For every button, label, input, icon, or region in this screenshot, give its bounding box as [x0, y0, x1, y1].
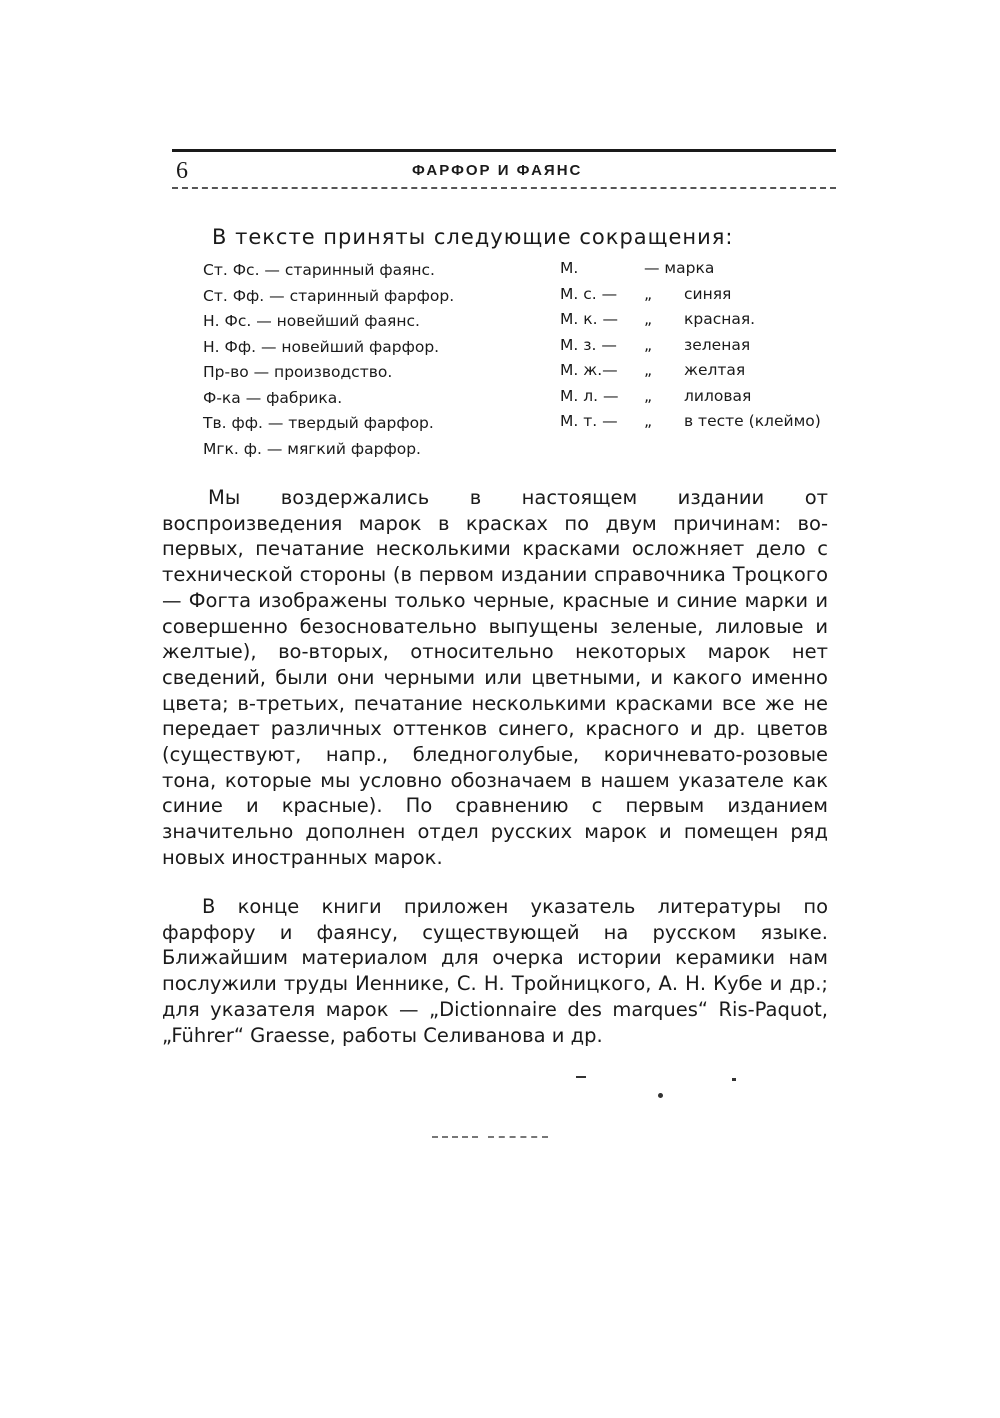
mark-abbreviation-item [560, 256, 821, 282]
abbreviations-left-column [203, 258, 454, 462]
abbreviation-item: Ст. Фс. — старинный фаянс. [203, 261, 435, 279]
mark-abbreviation-value: в тесте (клеймо) [684, 412, 821, 430]
scan-speck [576, 1076, 586, 1078]
mark-abbreviation-value: лиловая [684, 386, 752, 405]
footer-rule [432, 1136, 478, 1138]
mark-abbreviation-key: М. з. — [560, 335, 617, 354]
mark-abbreviation-key: М. т. — [560, 412, 618, 430]
scan-speck [658, 1093, 663, 1098]
ditto-mark: „ [644, 361, 653, 379]
abbreviation-item: Пр-во — производство. [203, 363, 393, 381]
mark-abbreviation-key: М. л. — [560, 386, 619, 405]
mark-abbreviation-item [560, 384, 821, 410]
mark-abbreviation-item [560, 282, 821, 308]
body-paragraph: Мы воздержались в настоящем издании от воспроизведения марок в красках по двум причинам: во-первых, печатание несколькими красками осложняет дело с технической стороны (в первом издании справочника Троцкого — Фогта изображены только черные, красные и синие марки и совершенно безосновательно выпущены зеленые, лиловые и желтые), во-вторых, относительно некоторых марок нет сведений, были они черными или цветными, и какого именно цвета; в-третьих, печатание несколькими красками все же не передает различных оттенков синего, красного и др. цветов (существуют, напр., бледноголубые, коричневато-розовые тона, которые мы условно обозначаем в нашем указателе как синие и красные). По сравнению с первым изданием значительно дополнен отдел русских марок и помещен ряд новых иностранных марок. [162, 486, 828, 869]
mark-abbreviation-value: зеленая [684, 335, 751, 354]
abbreviation-item: Н. Фс. — новейший фаянс. [203, 312, 420, 330]
header-top-rule [172, 149, 836, 152]
footer-rule [488, 1136, 548, 1138]
mark-abbreviation-item [560, 333, 821, 359]
ditto-mark: „ [644, 386, 653, 405]
mark-abbreviation-key: М. [560, 259, 579, 277]
abbreviation-item: Ст. Фф. — старинный фарфор. [203, 286, 455, 305]
abbreviation-item: Мгк. ф. — мягкий фарфор. [203, 439, 421, 458]
abbreviations-title: В тексте приняты следующие сокращения: [212, 225, 734, 249]
body-paragraph: В конце книги приложен указатель литературы по фарфору и фаянсу, существующей на русском языке. Ближайшим материалом для очерка истории керамики нам послужили труды Иеннике, С. Н. Тройницкого, А. Н. Кубе и др.; для указателя марок — „Dictionnaire des marques“ Ris-Paquot, „Führer“ Graesse, работы Селиванова и др. [162, 895, 828, 1047]
mark-abbreviation-item [560, 409, 821, 435]
header-bottom-rule [172, 187, 836, 189]
mark-abbreviation-value: красная. [684, 310, 756, 328]
mark-abbreviation-key: М. с. — [560, 284, 618, 303]
ditto-mark: „ [644, 335, 653, 354]
mark-abbreviation-key: М. ж.— [560, 361, 618, 379]
ditto-mark: „ [644, 284, 653, 303]
abbreviations-right-column [560, 256, 821, 435]
page-number: 6 [176, 158, 188, 184]
mark-abbreviation-item [560, 358, 821, 384]
ditto-mark: „ [644, 412, 653, 430]
mark-abbreviation-key: М. к. — [560, 310, 618, 328]
scan-speck [732, 1078, 736, 1081]
mark-abbreviation-value: синяя [684, 284, 732, 303]
mark-abbreviation-item [560, 307, 821, 333]
mark-abbreviation-value: — марка [644, 259, 715, 277]
ditto-mark: „ [644, 310, 653, 328]
running-title: ФАРФОР И ФАЯНС [412, 162, 583, 179]
abbreviation-item: Тв. фф. — твердый фарфор. [203, 414, 434, 432]
abbreviation-item: Ф-ка — фабрика. [203, 388, 343, 407]
mark-abbreviation-value: желтая [684, 361, 746, 379]
abbreviation-item: Н. Фф. — новейший фарфор. [203, 337, 440, 356]
